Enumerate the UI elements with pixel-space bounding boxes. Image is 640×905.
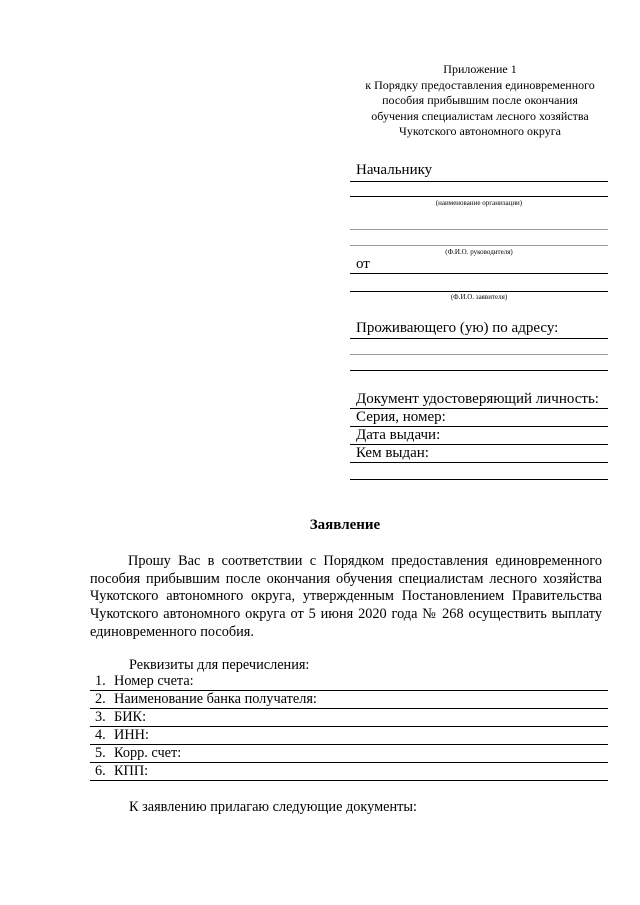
from-line[interactable] xyxy=(350,273,608,274)
requisite-label: Номер счета: xyxy=(114,673,194,689)
applicant-line[interactable] xyxy=(350,291,608,292)
head-caption: (Ф.И.О. руководителя) xyxy=(445,248,513,256)
address-line-1[interactable] xyxy=(350,338,608,339)
head-name-line-1[interactable] xyxy=(350,229,608,230)
issued-by-label: Кем выдан: xyxy=(356,445,429,461)
requisite-number: 4. xyxy=(95,727,106,743)
appendix-line: Чукотского автономного округа xyxy=(399,124,561,138)
appendix-line: обучения специалистам лесного хозяйства xyxy=(371,108,589,123)
requisites-label: Реквизиты для перечисления: xyxy=(129,657,310,673)
organization-caption: (наименование организации) xyxy=(435,199,523,207)
from-label: от xyxy=(356,256,370,272)
requisite-label: Корр. счет: xyxy=(114,745,182,761)
appendix-line: к Порядку предоставления единовременного xyxy=(365,77,595,92)
issued-by-line[interactable] xyxy=(350,462,608,463)
requisite-row-bik[interactable] xyxy=(90,709,608,727)
requisite-number: 6. xyxy=(95,763,106,779)
appendix-line: Приложение 1 xyxy=(443,62,517,76)
requisite-row-corr-account[interactable] xyxy=(90,745,608,763)
statement-title: Заявление xyxy=(309,517,381,533)
requisite-row-kpp[interactable] xyxy=(90,763,608,781)
issue-date-label: Дата выдачи: xyxy=(356,427,441,443)
address-label: Проживающего (ую) по адресу: xyxy=(356,320,559,336)
requisite-number: 1. xyxy=(95,673,106,689)
issued-by-line-2[interactable] xyxy=(350,479,608,480)
requisite-label: БИК: xyxy=(114,709,147,725)
requisite-row-account[interactable] xyxy=(90,673,608,691)
appendix-header xyxy=(340,62,620,140)
requisite-label: ИНН: xyxy=(114,727,149,743)
requisite-label: Наименование банка получателя: xyxy=(114,691,317,707)
applicant-caption: (Ф.И.О. заявителя) xyxy=(450,293,508,301)
to-label: Начальнику xyxy=(356,162,433,178)
address-line-2[interactable] xyxy=(350,354,608,355)
to-line[interactable] xyxy=(350,181,608,182)
requisite-number: 2. xyxy=(95,691,106,707)
address-line-3[interactable] xyxy=(350,370,608,371)
head-name-line-2[interactable] xyxy=(350,245,608,246)
attachments-label: К заявлению прилагаю следующие документы: xyxy=(129,799,417,815)
series-label: Серия, номер: xyxy=(356,409,446,425)
requisite-row-inn[interactable] xyxy=(90,727,608,745)
appendix-line: пособия прибывшим после окончания xyxy=(382,93,578,107)
requisite-row-bank[interactable] xyxy=(90,691,608,709)
requisite-label: КПП: xyxy=(114,763,149,779)
statement-body: Прошу Вас в соответствии с Порядком предоставления единовременного пособия прибывшим после окончания обучения специалистам лесного хозяйства Чукотского автономного округа, утвержденным Постановлением Правительства Чукотского автономного округа от 5 июня 2020 года № 268 осуществить выплату единовременного пособия. xyxy=(90,553,602,640)
requisite-number: 5. xyxy=(95,745,106,761)
id-document-label: Документ удостоверяющий личность: xyxy=(356,391,599,407)
organization-line[interactable] xyxy=(350,196,608,197)
requisite-number: 3. xyxy=(95,709,106,725)
